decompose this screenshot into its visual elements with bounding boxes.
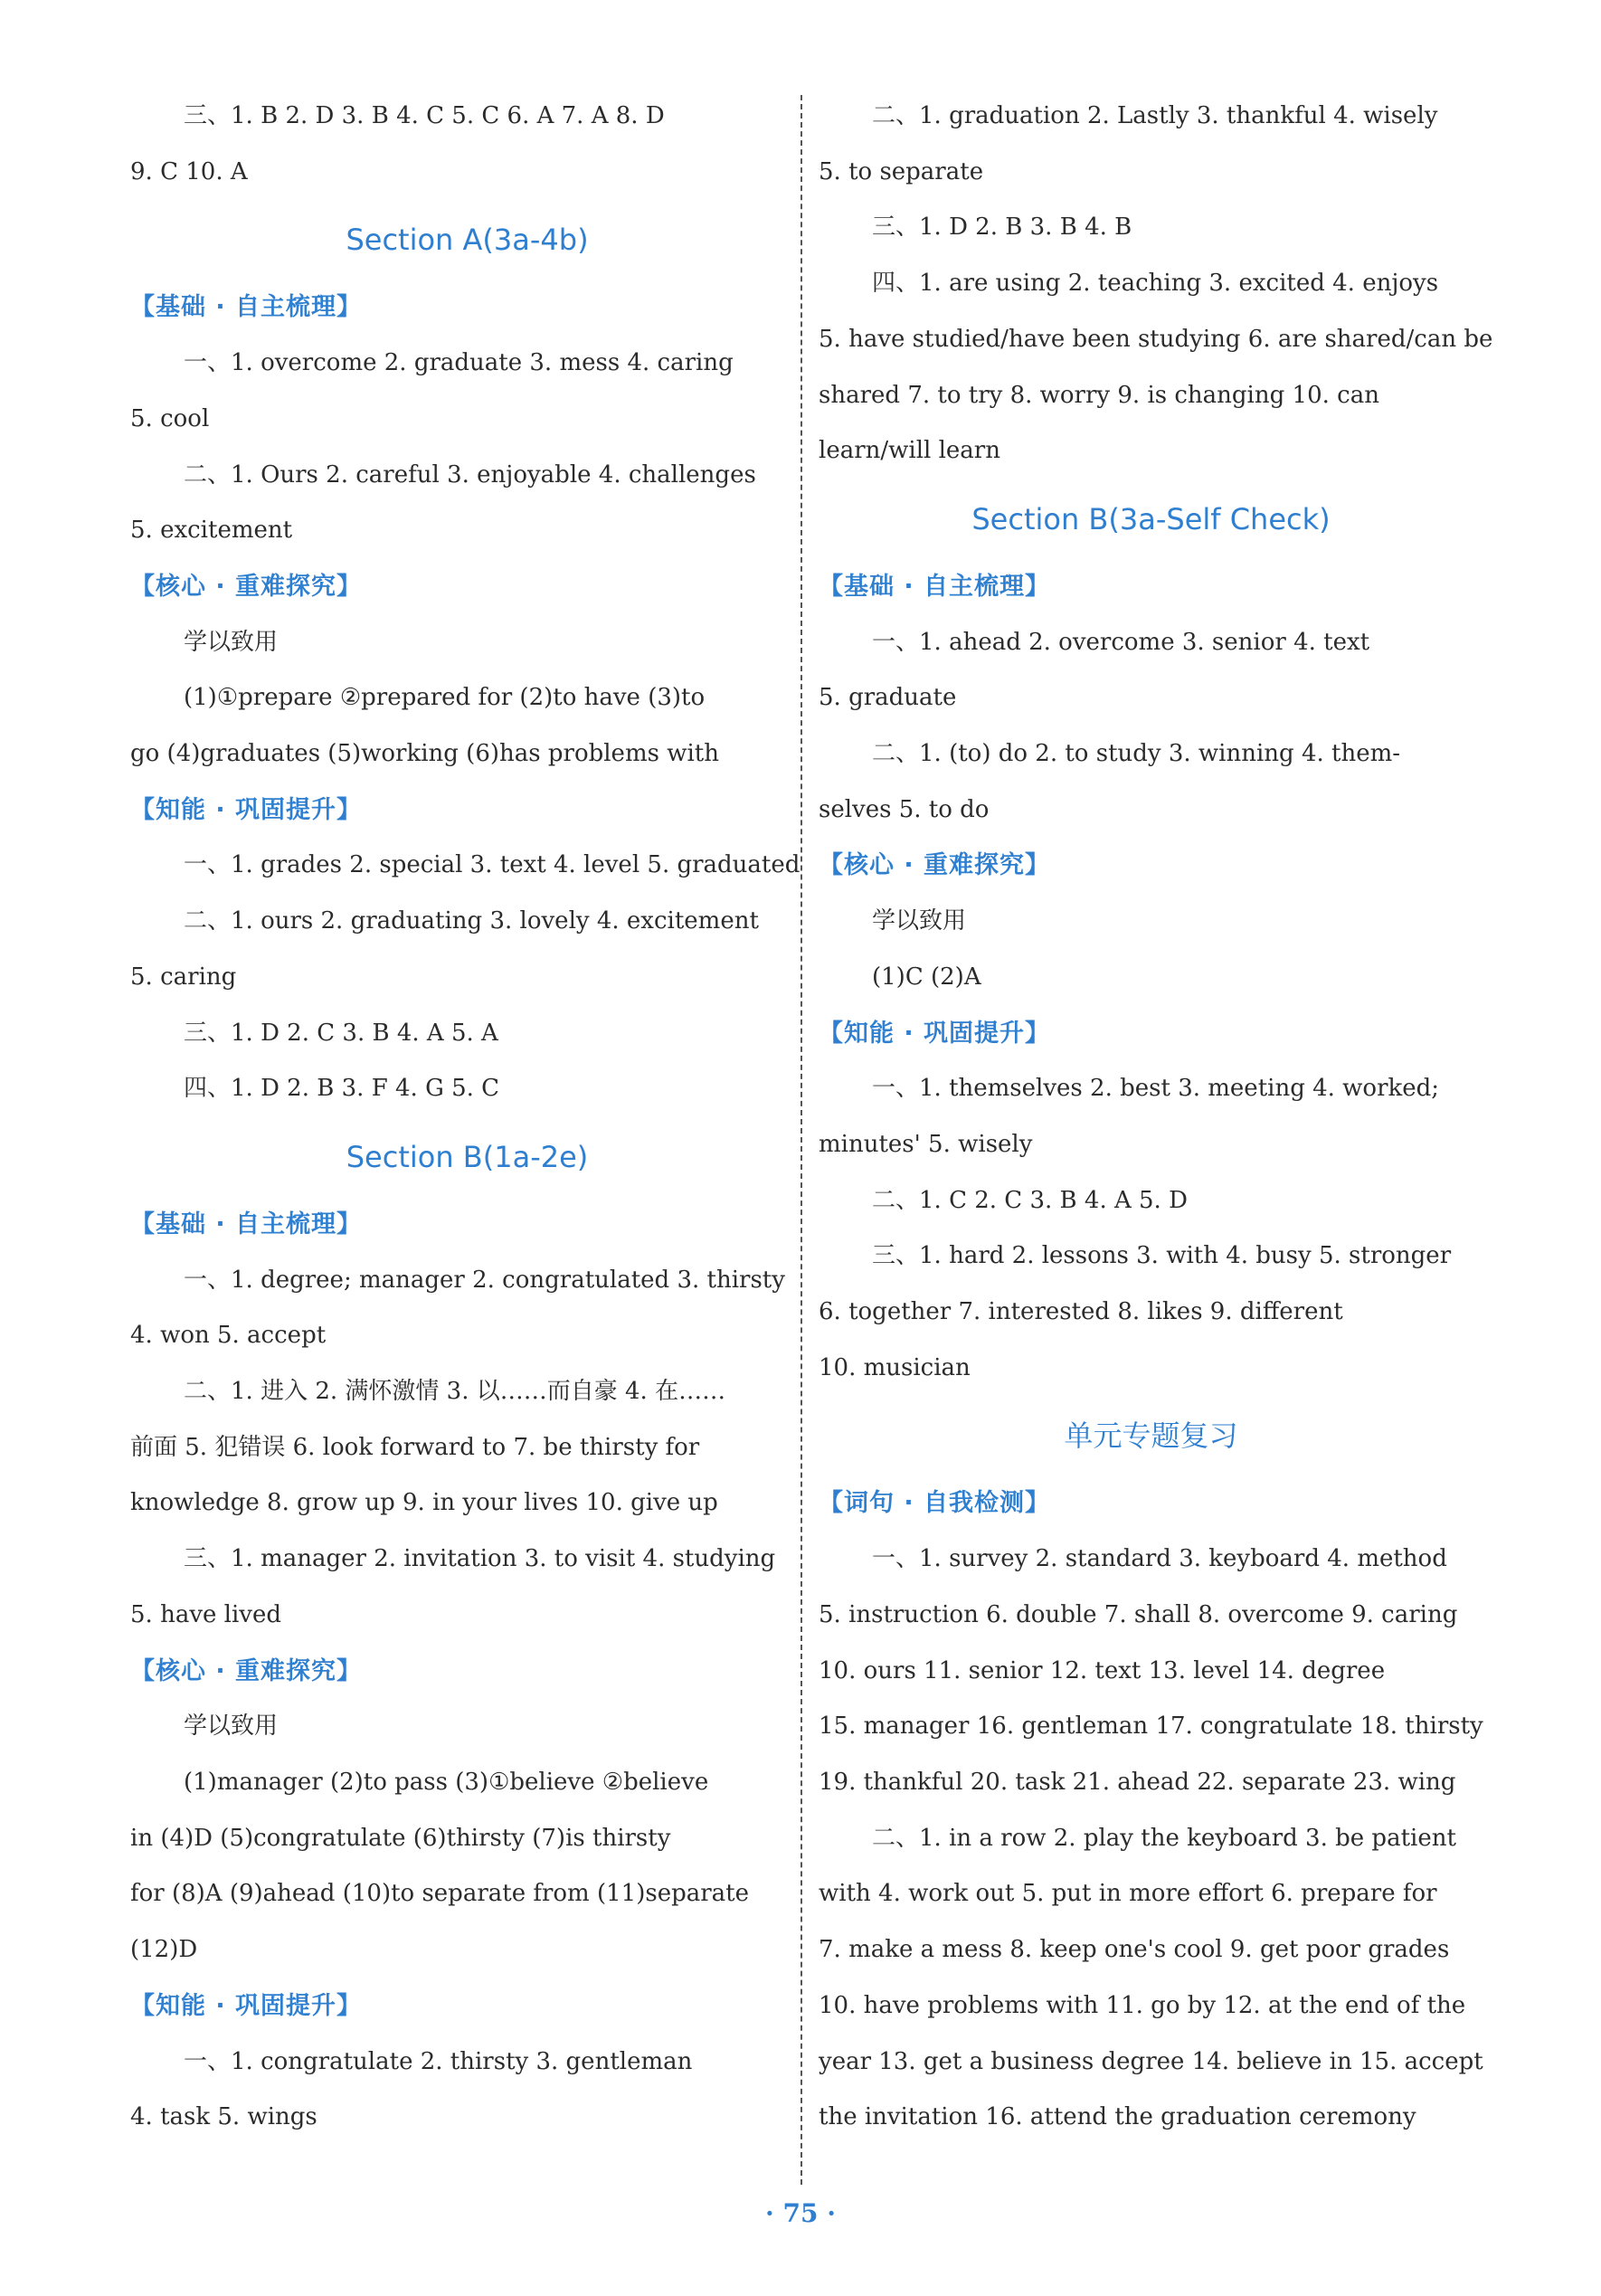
category-heading: 【核心 · 重难探究】 <box>819 851 1051 880</box>
section-heading: Section B(1a-2e) <box>346 1139 589 1174</box>
section-heading: Section A(3a-4b) <box>346 223 589 258</box>
answer-line: 5. graduate <box>819 684 957 712</box>
answer-line: 三、1. D 2. C 3. B 4. A 5. A <box>184 1019 498 1047</box>
answer-line: 5. caring <box>130 963 237 991</box>
category-heading: 【知能 · 巩固提升】 <box>130 795 363 824</box>
answer-line: 7. make a mess 8. keep one's cool 9. get poor grades <box>819 1936 1450 1964</box>
answer-line: learn/will learn <box>819 437 1000 465</box>
right-column <box>819 89 1493 2146</box>
answer-line: 前面 5. 犯错误 6. look forward to 7. be thirsty for <box>130 1433 700 1461</box>
answer-line: 三、1. D 2. B 3. B 4. B <box>872 213 1132 242</box>
answer-line: 二、1. 进入 2. 满怀激情 3. 以……而自豪 4. 在…… <box>184 1378 726 1406</box>
answer-line: 4. task 5. wings <box>130 2103 317 2131</box>
answer-line: 一、1. survey 2. standard 3. keyboard 4. method <box>872 1545 1447 1573</box>
answer-line: 5. cool <box>130 404 210 432</box>
page-number: · 75 · <box>765 2198 836 2228</box>
left-column <box>130 89 804 2146</box>
answer-line: 三、1. B 2. D 3. B 4. C 5. C 6. A 7. A 8. D <box>184 102 665 129</box>
answer-line: 5. excitement <box>130 517 293 545</box>
category-heading: 【基础 · 自主梳理】 <box>130 293 363 322</box>
answer-line: 4. won 5. accept <box>130 1322 327 1350</box>
section-heading: 单元专题复习 <box>1064 1418 1238 1454</box>
answer-line: 10. have problems with 11. go by 12. at the end of the <box>819 1991 1466 2019</box>
answer-line: for (8)A (9)ahead (10)to separate from (11)separate <box>130 1880 749 1908</box>
answer-line: in (4)D (5)congratulate (6)thirsty (7)is thirsty <box>130 1824 671 1852</box>
answer-line: 9. C 10. A <box>130 157 248 185</box>
category-heading: 【词句 · 自我检测】 <box>819 1489 1051 1518</box>
answer-line: (1)C (2)A <box>872 963 981 991</box>
answer-line: 四、1. are using 2. teaching 3. excited 4. enjoys <box>872 270 1439 298</box>
answer-line: selves 5. to do <box>819 795 990 823</box>
answer-line: 二、1. ours 2. graduating 3. lovely 4. excitement <box>184 907 759 935</box>
answer-line: knowledge 8. grow up 9. in your lives 10. give up <box>130 1489 718 1517</box>
answer-line: with 4. work out 5. put in more effort 6. prepare for <box>819 1880 1437 1908</box>
answer-line: 学以致用 <box>184 628 279 656</box>
answer-line: 6. together 7. interested 8. likes 9. different <box>819 1298 1343 1326</box>
answer-line: 一、1. degree; manager 2. congratulated 3. thirsty <box>184 1266 785 1294</box>
answer-line: 一、1. ahead 2. overcome 3. senior 4. text <box>872 628 1370 656</box>
answer-line: 5. instruction 6. double 7. shall 8. overcome 9. caring <box>819 1600 1458 1628</box>
answer-line: 二、1. Ours 2. careful 3. enjoyable 4. challenges <box>184 460 756 489</box>
answer-line: shared 7. to try 8. worry 9. is changing 10. can <box>819 381 1379 409</box>
category-heading: 【知能 · 巩固提升】 <box>130 1991 363 2020</box>
answer-line: 5. have lived <box>130 1600 282 1628</box>
answer-line: 10. ours 11. senior 12. text 13. level 14. degree <box>819 1656 1386 1684</box>
answer-line: year 13. get a business degree 14. believe in 15. accept <box>819 2047 1483 2075</box>
answer-line: 二、1. graduation 2. Lastly 3. thankful 4. wisely <box>872 102 1438 129</box>
answer-line: (1)①prepare ②prepared for (2)to have (3)to <box>184 684 706 712</box>
answer-line: 5. have studied/have been studying 6. are shared/can be <box>819 325 1493 353</box>
answer-line: (12)D <box>130 1936 198 1964</box>
answer-line: (1)manager (2)to pass (3)①believe ②believe <box>184 1768 709 1796</box>
category-heading: 【核心 · 重难探究】 <box>130 572 363 601</box>
answer-line: 学以致用 <box>872 907 967 935</box>
answer-line: minutes' 5. wisely <box>819 1130 1033 1158</box>
category-heading: 【基础 · 自主梳理】 <box>819 572 1051 601</box>
answer-line: 15. manager 16. gentleman 17. congratulate 18. thirsty <box>819 1713 1483 1741</box>
answer-line: 一、1. overcome 2. graduate 3. mess 4. caring <box>184 349 734 377</box>
answer-line: 四、1. D 2. B 3. F 4. G 5. C <box>184 1075 500 1103</box>
answer-line: 19. thankful 20. task 21. ahead 22. separate 23. wing <box>819 1768 1456 1796</box>
category-heading: 【知能 · 巩固提升】 <box>819 1019 1051 1048</box>
answer-line: 二、1. C 2. C 3. B 4. A 5. D <box>872 1186 1188 1214</box>
answer-line: 一、1. themselves 2. best 3. meeting 4. worked; <box>872 1075 1440 1103</box>
answer-line: 一、1. congratulate 2. thirsty 3. gentleman <box>184 2047 693 2075</box>
answer-line: 二、1. in a row 2. play the keyboard 3. be patient <box>872 1824 1456 1852</box>
answer-line: 二、1. (to) do 2. to study 3. winning 4. them- <box>872 740 1401 768</box>
answer-line: 10. musician <box>819 1353 971 1381</box>
answer-line: go (4)graduates (5)working (6)has problems with <box>130 740 719 768</box>
answer-line: 三、1. hard 2. lessons 3. with 4. busy 5. stronger <box>872 1242 1452 1270</box>
category-heading: 【基础 · 自主梳理】 <box>130 1210 363 1238</box>
category-heading: 【核心 · 重难探究】 <box>130 1656 363 1685</box>
answer-line: 5. to separate <box>819 157 984 185</box>
answer-line: the invitation 16. attend the graduation ceremony <box>819 2103 1416 2131</box>
answer-line: 一、1. grades 2. special 3. text 4. level 5. graduated <box>184 851 800 879</box>
section-heading: Section B(3a-Self Check) <box>971 501 1331 536</box>
column-divider <box>800 95 802 2185</box>
answer-line: 学以致用 <box>184 1713 279 1741</box>
answer-line: 三、1. manager 2. invitation 3. to visit 4. studying <box>184 1545 776 1573</box>
